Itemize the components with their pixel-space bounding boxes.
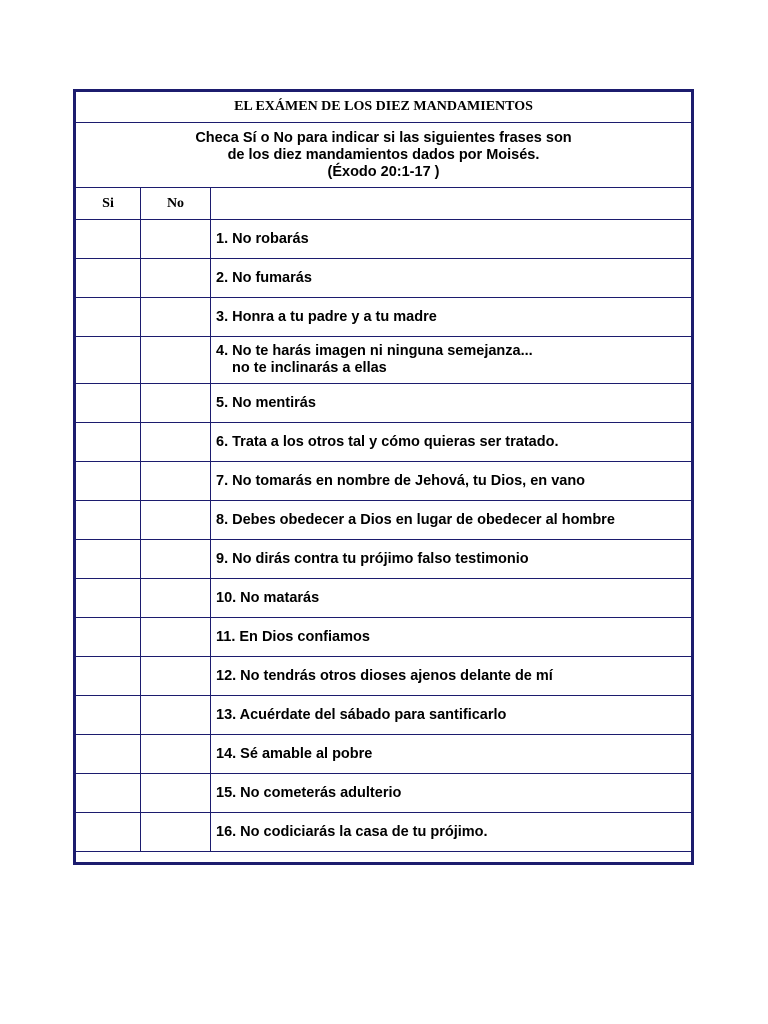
table-row — [76, 696, 692, 735]
table-row — [76, 618, 692, 657]
no-checkbox-cell[interactable] — [141, 618, 211, 657]
yes-checkbox-cell[interactable] — [76, 813, 141, 852]
page-title: EL EXÁMEN DE LOS DIEZ MANDAMIENTOS — [76, 92, 692, 123]
table-row — [76, 579, 692, 618]
no-checkbox-cell[interactable] — [141, 696, 211, 735]
question-line: 4. No te harás imagen ni ninguna semejanza... — [216, 343, 533, 359]
yes-checkbox-cell[interactable] — [76, 384, 141, 423]
yes-checkbox-cell[interactable] — [76, 618, 141, 657]
question-text — [211, 735, 692, 774]
table-footer-cell — [76, 852, 692, 863]
question-line: 8. Debes obedecer a Dios en lugar de obedecer al hombre — [216, 511, 615, 528]
instructions — [76, 123, 692, 188]
no-checkbox-cell[interactable] — [141, 579, 211, 618]
yes-checkbox-cell[interactable] — [76, 735, 141, 774]
table-row — [76, 220, 692, 259]
question-line: 10. No matarás — [216, 589, 320, 606]
question-line: 14. Sé amable al pobre — [216, 745, 373, 762]
header-yes: Si — [76, 188, 141, 220]
no-checkbox-cell[interactable] — [141, 813, 211, 852]
exam-table — [75, 91, 692, 863]
question-line: 6. Trata a los otros tal y cómo quieras ser tratado. — [216, 433, 559, 450]
question-text — [211, 423, 692, 462]
instructions-line-2: de los diez mandamientos dados por Moisés. — [227, 146, 540, 163]
table-row — [76, 384, 692, 423]
no-checkbox-cell[interactable] — [141, 259, 211, 298]
question-text — [211, 657, 692, 696]
question-text — [211, 501, 692, 540]
no-checkbox-cell[interactable] — [141, 220, 211, 259]
table-row — [76, 735, 692, 774]
question-text — [211, 774, 692, 813]
no-checkbox-cell[interactable] — [141, 774, 211, 813]
no-checkbox-cell[interactable] — [141, 735, 211, 774]
question-text — [211, 696, 692, 735]
question-continuation: no te inclinarás a ellas — [232, 360, 387, 376]
yes-checkbox-cell[interactable] — [76, 696, 141, 735]
no-checkbox-cell[interactable] — [141, 501, 211, 540]
yes-checkbox-cell[interactable] — [76, 774, 141, 813]
header-no: No — [141, 188, 211, 220]
table-row — [76, 774, 692, 813]
question-text — [211, 298, 692, 337]
table-row — [76, 501, 692, 540]
yes-checkbox-cell[interactable] — [76, 462, 141, 501]
question-line: 9. No dirás contra tu prójimo falso testimonio — [216, 550, 529, 567]
header-statement — [211, 188, 692, 220]
table-row — [76, 462, 692, 501]
question-line: 11. En Dios confiamos — [216, 628, 370, 645]
yes-checkbox-cell[interactable] — [76, 657, 141, 696]
question-line: 7. No tomarás en nombre de Jehová, tu Dios, en vano — [216, 472, 586, 489]
table-row — [76, 337, 692, 384]
instructions-line-3: (Éxodo 20:1-17 ) — [327, 163, 440, 180]
question-line: 12. No tendrás otros dioses ajenos delante de mí — [216, 667, 553, 684]
table-footer-row — [76, 852, 692, 863]
question-text — [211, 384, 692, 423]
question-text — [211, 579, 692, 618]
yes-checkbox-cell[interactable] — [76, 337, 141, 384]
table-row — [76, 423, 692, 462]
instructions-line-1: Checa Sí o No para indicar si las siguientes frases son — [195, 129, 572, 146]
no-checkbox-cell[interactable] — [141, 298, 211, 337]
question-text — [211, 259, 692, 298]
question-line: 2. No fumarás — [216, 269, 312, 286]
no-checkbox-cell[interactable] — [141, 337, 211, 384]
question-line: 1. No robarás — [216, 230, 309, 247]
table-row — [76, 298, 692, 337]
question-text — [211, 462, 692, 501]
question-text — [211, 540, 692, 579]
no-checkbox-cell[interactable] — [141, 657, 211, 696]
yes-checkbox-cell[interactable] — [76, 501, 141, 540]
yes-checkbox-cell[interactable] — [76, 259, 141, 298]
question-line: 5. No mentirás — [216, 394, 316, 411]
yes-checkbox-cell[interactable] — [76, 579, 141, 618]
no-checkbox-cell[interactable] — [141, 462, 211, 501]
table-row — [76, 540, 692, 579]
yes-checkbox-cell[interactable] — [76, 423, 141, 462]
table-row — [76, 259, 692, 298]
question-line: 15. No cometerás adulterio — [216, 784, 402, 801]
yes-checkbox-cell[interactable] — [76, 298, 141, 337]
no-checkbox-cell[interactable] — [141, 423, 211, 462]
question-text — [211, 337, 692, 384]
question-line: 16. No codiciarás la casa de tu prójimo. — [216, 823, 488, 840]
question-line: 13. Acuérdate del sábado para santificarlo — [216, 706, 507, 723]
yes-checkbox-cell[interactable] — [76, 540, 141, 579]
question-line: 3. Honra a tu padre y a tu madre — [216, 308, 437, 325]
table-row — [76, 813, 692, 852]
question-text — [211, 220, 692, 259]
yes-checkbox-cell[interactable] — [76, 220, 141, 259]
question-text — [211, 618, 692, 657]
question-text — [211, 813, 692, 852]
no-checkbox-cell[interactable] — [141, 540, 211, 579]
table-row — [76, 657, 692, 696]
no-checkbox-cell[interactable] — [141, 384, 211, 423]
exam-sheet — [73, 89, 694, 865]
